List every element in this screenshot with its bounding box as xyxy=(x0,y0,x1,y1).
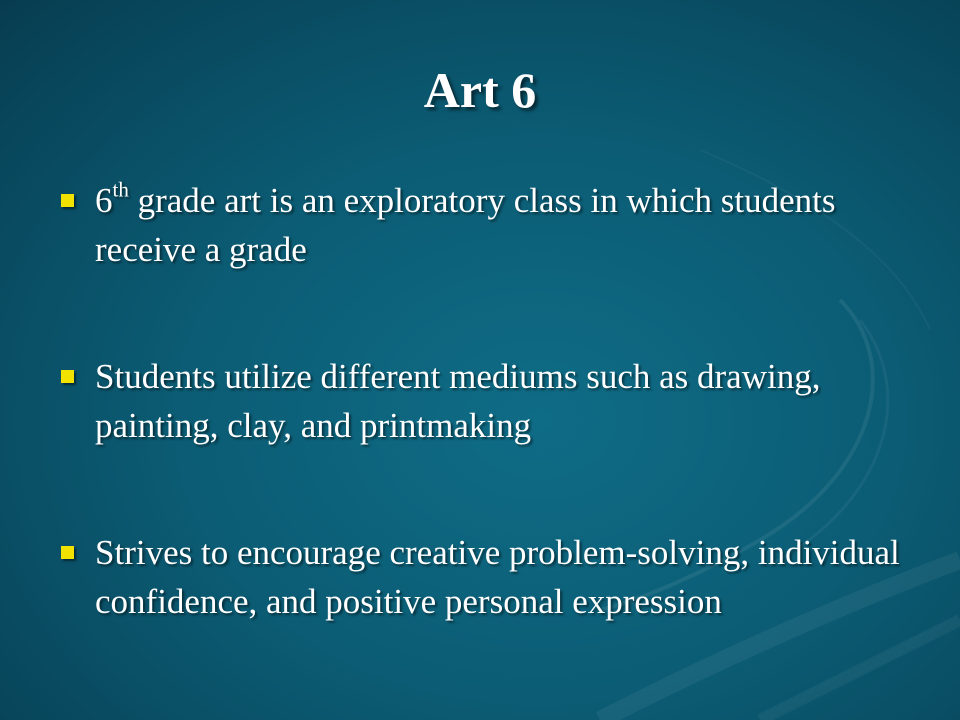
bullet-text: Strives to encourage creative problem-solving, individual confidence, and positive personal expression xyxy=(95,533,900,621)
bullet-marker-icon xyxy=(61,194,74,207)
bullet-item xyxy=(58,176,918,274)
bullet-marker-icon xyxy=(61,546,74,559)
bullet-text: grade art is an exploratory class in which students receive a grade xyxy=(95,181,836,269)
bullet-item xyxy=(58,528,918,626)
bullet-text: Students utilize different mediums such as drawing, painting, clay, and printmaking xyxy=(95,357,821,445)
ordinal-suffix: th xyxy=(112,177,129,202)
bullet-item xyxy=(58,352,918,450)
bullet-text-prefix: 6 xyxy=(95,181,113,220)
bullet-list xyxy=(58,176,918,626)
slide-title: Art 6 xyxy=(423,62,537,118)
bullet-marker-icon xyxy=(61,370,74,383)
